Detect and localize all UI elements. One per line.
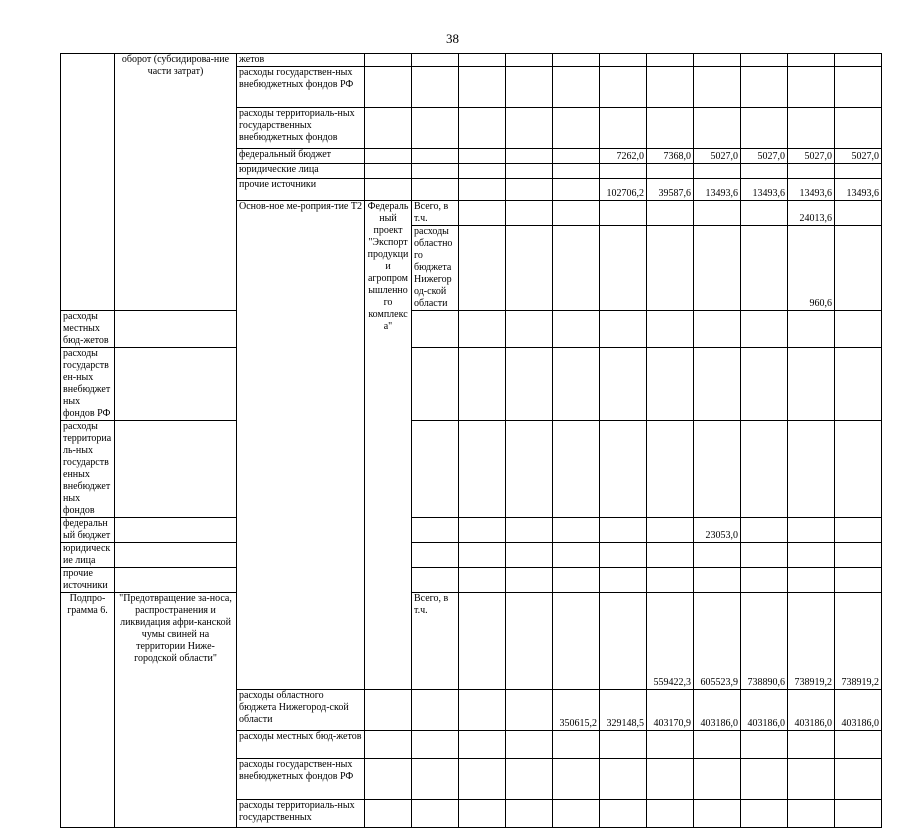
funding-source-cell: расходы территориаль-ных государственных внебюджетных фондов [61,421,115,518]
amount-cell [553,421,600,518]
amount-cell: 39587,6 [647,179,694,201]
amount-cell [365,179,412,201]
amount-cell [600,800,647,828]
amount-cell: 5027,0 [788,149,835,164]
amount-cell [412,54,459,67]
amount-cell [412,67,459,108]
amount-cell [600,759,647,800]
amount-cell [694,226,741,311]
amount-cell [506,421,553,518]
amount-cell [741,568,788,593]
amount-cell [694,759,741,800]
amount-cell [459,201,506,226]
amount-cell [115,543,237,568]
program-name-cell: оборот (субсидирова-ние части затрат) [115,54,237,311]
amount-cell [647,226,694,311]
amount-cell [647,201,694,226]
amount-cell [835,54,882,67]
amount-cell [553,54,600,67]
table-row [61,543,882,568]
amount-cell [412,421,459,518]
amount-cell [506,108,553,149]
funding-source-cell: юридические лица [237,164,365,179]
amount-cell [365,149,412,164]
amount-cell [694,54,741,67]
amount-cell [553,759,600,800]
table-row [61,54,882,67]
amount-cell [600,593,647,690]
amount-cell [459,108,506,149]
amount-cell [459,518,506,543]
amount-cell [553,311,600,348]
amount-cell [459,164,506,179]
amount-cell [412,690,459,731]
page-number: 38 [446,31,459,46]
amount-cell [459,54,506,67]
program-name-cell: "Предотвращение за-носа, распространения и ликвидация афри-канской чумы свиней на территории Ниже-городской области" [115,593,237,828]
amount-cell: 13493,6 [788,179,835,201]
amount-cell: 24013,6 [788,201,835,226]
amount-cell [506,568,553,593]
amount-cell [835,731,882,759]
amount-cell [459,690,506,731]
funding-source-cell: расходы государствен-ных внебюджетных фондов РФ [237,759,365,800]
amount-cell: 605523,9 [694,593,741,690]
amount-cell [115,311,237,348]
amount-cell [788,568,835,593]
funding-source-cell: федеральный бюджет [61,518,115,543]
amount-cell [694,311,741,348]
amount-cell [647,164,694,179]
amount-cell [506,54,553,67]
amount-cell [553,149,600,164]
amount-cell [506,164,553,179]
amount-cell [600,518,647,543]
amount-cell [788,54,835,67]
program-name-cell: Федеральный проект "Экспорт продукции агропромышленного комплекса" [365,201,412,690]
amount-cell [741,54,788,67]
amount-cell [506,348,553,421]
amount-cell [741,800,788,828]
table-row [61,421,882,518]
amount-cell: 7262,0 [600,149,647,164]
amount-cell [506,67,553,108]
amount-cell [835,568,882,593]
amount-cell [694,108,741,149]
amount-cell: 7368,0 [647,149,694,164]
amount-cell [600,226,647,311]
amount-cell [835,164,882,179]
amount-cell: 559422,3 [647,593,694,690]
amount-cell [694,731,741,759]
amount-cell [741,108,788,149]
amount-cell [694,164,741,179]
amount-cell [365,731,412,759]
funding-source-cell: прочие источники [237,179,365,201]
amount-cell: 102706,2 [600,179,647,201]
amount-cell [115,568,237,593]
amount-cell: 403186,0 [835,690,882,731]
amount-cell [412,518,459,543]
table-row [61,593,882,690]
amount-cell [412,164,459,179]
amount-cell [553,164,600,179]
amount-cell [412,568,459,593]
amount-cell [459,568,506,593]
amount-cell [553,67,600,108]
funding-source-cell: Всего, в т.ч. [412,201,459,226]
amount-cell [835,421,882,518]
amount-cell [365,67,412,108]
amount-cell [459,731,506,759]
amount-cell [741,348,788,421]
amount-cell [788,543,835,568]
amount-cell [459,226,506,311]
amount-cell [835,226,882,311]
amount-cell [365,108,412,149]
funding-source-cell: расходы местных бюд-жетов [237,731,365,759]
amount-cell [115,348,237,421]
amount-cell [741,164,788,179]
amount-cell [506,179,553,201]
amount-cell: 960,6 [788,226,835,311]
amount-cell [600,311,647,348]
amount-cell [788,800,835,828]
funding-source-cell: юридические лица [61,543,115,568]
amount-cell: 403186,0 [694,690,741,731]
amount-cell [835,759,882,800]
amount-cell [835,348,882,421]
amount-cell [694,543,741,568]
amount-cell: 350615,2 [553,690,600,731]
amount-cell [741,421,788,518]
funding-source-cell: расходы государствен-ных внебюджетных фондов РФ [237,67,365,108]
amount-cell [647,800,694,828]
amount-cell [412,149,459,164]
amount-cell [647,759,694,800]
amount-cell [788,108,835,149]
amount-cell [506,226,553,311]
amount-cell [788,421,835,518]
table-row [61,311,882,348]
amount-cell: 5027,0 [694,149,741,164]
amount-cell [835,67,882,108]
amount-cell [553,543,600,568]
amount-cell [553,800,600,828]
amount-cell [741,67,788,108]
amount-cell [412,543,459,568]
amount-cell [835,800,882,828]
amount-cell [553,568,600,593]
amount-cell [459,311,506,348]
amount-cell [506,759,553,800]
amount-cell [506,690,553,731]
amount-cell: 738919,2 [835,593,882,690]
amount-cell: 738919,2 [788,593,835,690]
amount-cell [647,568,694,593]
amount-cell [600,421,647,518]
budget-table-body [61,54,882,828]
amount-cell [115,421,237,518]
amount-cell [741,201,788,226]
amount-cell [506,800,553,828]
amount-cell [115,518,237,543]
amount-cell [506,149,553,164]
amount-cell [459,179,506,201]
amount-cell: 23053,0 [694,518,741,543]
amount-cell [459,421,506,518]
amount-cell [741,759,788,800]
amount-cell [647,731,694,759]
amount-cell [553,108,600,149]
amount-cell [835,108,882,149]
amount-cell [788,759,835,800]
amount-cell [459,800,506,828]
amount-cell [788,731,835,759]
amount-cell [694,348,741,421]
amount-cell: 13493,6 [741,179,788,201]
amount-cell [553,226,600,311]
funding-source-cell: расходы областного бюджета Нижегород-ской области [412,226,459,311]
amount-cell [741,311,788,348]
amount-cell [647,311,694,348]
funding-source-cell: расходы территориаль-ных государственных внебюджетных фондов [237,108,365,149]
funding-source-cell: прочие источники [61,568,115,593]
amount-cell: 329148,5 [600,690,647,731]
amount-cell [459,67,506,108]
funding-source-cell: расходы областного бюджета Нижегород-ской области [237,690,365,731]
amount-cell: 13493,6 [835,179,882,201]
amount-cell [694,568,741,593]
amount-cell [459,348,506,421]
amount-cell [600,54,647,67]
amount-cell [694,67,741,108]
amount-cell [600,348,647,421]
amount-cell: 13493,6 [694,179,741,201]
amount-cell [694,421,741,518]
table-row [61,568,882,593]
amount-cell [600,543,647,568]
amount-cell [788,164,835,179]
amount-cell [506,731,553,759]
amount-cell [600,108,647,149]
amount-cell [365,690,412,731]
amount-cell [694,800,741,828]
amount-cell [647,421,694,518]
amount-cell [741,731,788,759]
amount-cell [647,54,694,67]
amount-cell [553,518,600,543]
amount-cell [647,543,694,568]
amount-cell [835,518,882,543]
amount-cell [600,67,647,108]
amount-cell [600,568,647,593]
amount-cell [412,108,459,149]
amount-cell [694,201,741,226]
table-row [61,348,882,421]
amount-cell [553,348,600,421]
section-cell: Подпро-грамма 6. [61,593,115,828]
funding-source-cell: расходы местных бюд-жетов [61,311,115,348]
amount-cell [647,108,694,149]
amount-cell [788,348,835,421]
amount-cell [600,731,647,759]
funding-source-cell: расходы государствен-ных внебюджетных фондов РФ [61,348,115,421]
amount-cell [506,201,553,226]
amount-cell [647,518,694,543]
amount-cell [741,543,788,568]
table-row [61,518,882,543]
budget-table [60,53,882,828]
amount-cell: 5027,0 [835,149,882,164]
amount-cell [459,543,506,568]
amount-cell [365,800,412,828]
amount-cell [741,226,788,311]
amount-cell [365,759,412,800]
amount-cell [365,54,412,67]
amount-cell [600,164,647,179]
amount-cell [553,201,600,226]
amount-cell [788,311,835,348]
amount-cell [412,759,459,800]
amount-cell: 738890,6 [741,593,788,690]
amount-cell [647,348,694,421]
amount-cell: 403186,0 [788,690,835,731]
amount-cell [788,67,835,108]
amount-cell [506,543,553,568]
amount-cell [835,311,882,348]
funding-source-cell: расходы территориаль-ных государственных [237,800,365,828]
amount-cell [365,164,412,179]
amount-cell [788,518,835,543]
amount-cell: 5027,0 [741,149,788,164]
amount-cell [835,201,882,226]
amount-cell [553,593,600,690]
amount-cell [412,311,459,348]
amount-cell [459,759,506,800]
amount-cell [459,593,506,690]
amount-cell [412,800,459,828]
amount-cell: 403186,0 [741,690,788,731]
amount-cell [835,543,882,568]
amount-cell [741,518,788,543]
amount-cell [506,518,553,543]
amount-cell [553,731,600,759]
amount-cell [412,348,459,421]
amount-cell: 403170,9 [647,690,694,731]
amount-cell [412,179,459,201]
amount-cell [506,311,553,348]
funding-source-cell: федеральный бюджет [237,149,365,164]
amount-cell [553,179,600,201]
section-cell [61,54,115,311]
funding-source-cell: жетов [237,54,365,67]
amount-cell [506,593,553,690]
amount-cell [647,67,694,108]
funding-source-cell: Всего, в т.ч. [412,593,459,690]
amount-cell [600,201,647,226]
amount-cell [412,731,459,759]
amount-cell [459,149,506,164]
section-cell: Основ-ное ме-роприя-тие Т2 [237,201,365,690]
